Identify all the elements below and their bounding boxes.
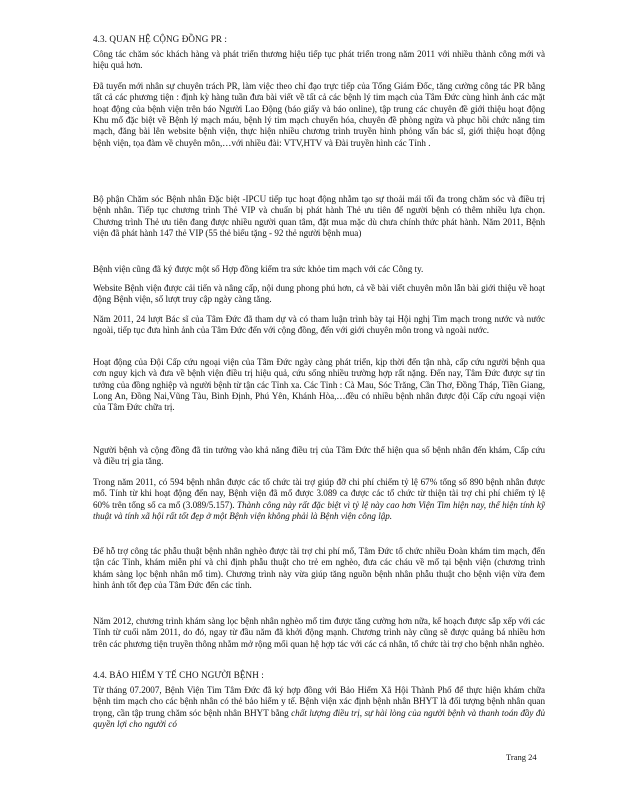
paragraph-italic-text: chất lượng điều trị, sự hài lòng của người bệnh và thanh toán đầy đủ quyền lợi cho người có	[93, 707, 545, 730]
paragraph-text: Từ tháng 07.2007, Bệnh Viện Tim Tâm Đức đã ký hợp đồng với Bảo Hiểm Xã Hội Thành Phố để thực hiện khám chữa bệnh tim mạch cho các bệnh nhân có thẻ bảo hiểm y tế. Bệnh viện xác định bệnh nhân BHYT là đối tượng bệnh nhân quan trọng, cần tập trung chăm sóc bệnh nhân BHYT bằng	[93, 685, 545, 718]
paragraph: Bộ phận Chăm sóc Bệnh nhân Đặc biệt -IPCU tiếp tục hoạt động nhằm tạo sự thoải mái tối đa trong chăm sóc và điều trị bệnh nhân. Tiếp tục chương trình Thẻ VIP và chuẩn bị phát hành Thẻ ưu tiên để người bệnh có thêm nhiều lựa chọn. Chương trình Thẻ ưu tiên đang được nhiều người quan tâm, đặt mua mặc dù chưa chính thức phát hành. Năm 2011, Bệnh viện đã phát hành 147 thẻ VIP (55 thẻ biếu tặng - 92 thẻ người bệnh mua)	[93, 194, 545, 239]
paragraph: Công tác chăm sóc khách hàng và phát triển thương hiệu tiếp tục phát triển trong năm 2011 với nhiều thành công mới và hiệu quả hơn.	[93, 49, 545, 71]
paragraph: Đã tuyển mới nhân sự chuyên trách PR, làm việc theo chỉ đạo trực tiếp của Tổng Giám Đốc, tăng cường công tác PR bằng tất cả các phương tiện : định kỳ hàng tuần đưa bài viết về tất cả các bệnh lý tim mạch của Tâm Đức cùng hình ảnh các mặt hoạt động của bệnh viện trên báo Người Lao Động (báo giấy và báo online), tập trung các chuyên đề giới thiệu hoạt động Khu mổ đặc biệt về Bệnh lý mạch máu, bệnh lý tim mạch chuyển hóa, chuyên đề phòng ngừa và phục hồi chức năng tim mạch, đăng bài lên website bệnh viện, thực hiện nhiều chương trình truyền hình phỏng vấn bác sĩ, giới thiệu hoạt động bệnh viện, tọa đàm về chuyên môn,…với nhiều đài: VTV,HTV và Đài truyền hình các Tỉnh .	[93, 81, 545, 148]
paragraph: Hoạt động của Đội Cấp cứu ngoại viện của Tâm Đức ngày càng phát triển, kịp thời đến tận nhà, cấp cứu người bệnh qua cơn nguy kịch và đưa về bệnh viện điều trị hiệu quả, cứu sống nhiều trường hợp rất nặng. Đến nay, Tâm Đức được sự tin tưởng của đồng nghiệp và người bệnh từ tận các Tỉnh xa. Các Tỉnh : Cà Mau, Sóc Trăng, Cần Thơ, Đồng Tháp, Tiền Giang, Long An, Đồng Nai,Vũng Tàu, Bình Định, Phú Yên, Khánh Hòa,…đều có nhiều bệnh nhân được đội Cấp cứu ngoại viện của Tâm Đức chữa trị.	[93, 357, 545, 413]
paragraph: Năm 2011, 24 lượt Bác sĩ của Tâm Đức đã tham dự và có tham luận trình bày tại Hội nghị Tim mạch trong nước và nước ngoài, tiếp tục đưa hình ảnh của Tâm Đức đến với cộng đồng, đến với giới chuyên môn trong và ngoài nước.	[93, 314, 545, 336]
paragraph: Người bệnh và cộng đồng đã tin tưởng vào khả năng điều trị của Tâm Đức thể hiện qua số bệnh nhân đến khám, Cấp cứu và điều trị gia tăng.	[93, 445, 545, 467]
section-heading-pr: 4.3. QUAN HỆ CỘNG ĐỒNG PR :	[93, 34, 228, 44]
paragraph-insurance	[93, 685, 545, 730]
section-heading-insurance: 4.4. BẢO HIỂM Y TẾ CHO NGƯỜI BỆNH :	[93, 670, 264, 680]
page-number: Trang 24	[506, 752, 537, 762]
paragraph-surgery-stats	[93, 477, 545, 522]
paragraph: Bệnh viện cũng đã ký được một số Hợp đồng kiểm tra sức khỏe tim mạch với các Công ty.	[93, 264, 424, 274]
paragraph-italic-text: Thành công này rất đặc biệt vì tỷ lệ này cao hơn Viện Tim hiện nay, thể hiện tính kỹ thuật và tính xã hội rất tốt đẹp ở một Bệnh viện không phải là Bệnh viện công lập.	[93, 499, 546, 522]
paragraph: Để hỗ trợ công tác phẫu thuật bệnh nhân nghèo được tài trợ chi phí mổ, Tâm Đức tổ chức nhiều Đoàn khám tim mạch, đến tận các Tỉnh, khám miễn phí và chỉ định phẫu thuật cho trẻ em nghèo, đưa các cháu về mổ tại bệnh viện (chương trình khám sàng lọc bệnh nhân mổ tim). Chương trình này vừa giúp tăng nguồn bệnh nhân phẫu thuật cho bệnh viện vừa đem hình ảnh tốt đẹp của Tâm Đức đến các tỉnh.	[93, 546, 545, 591]
paragraph: Website Bệnh viện được cải tiến và nâng cấp, nội dung phong phú hơn, cả về bài viết chuyên môn lẫn bài giới thiệu về hoạt động Bệnh viện, số lượt truy cập ngày càng tăng.	[93, 283, 545, 305]
paragraph: Năm 2012, chương trình khám sàng lọc bệnh nhân nghèo mổ tim được tăng cường hơn nữa, kế hoạch được sắp xếp với các Tỉnh từ cuối năm 2011, do đó, ngay từ đầu năm đã khởi động mạnh. Chương trình này cũng sẽ được quảng bá nhiều hơn trên các phương tiện truyền thông nhằm mở rộng mối quan hệ hợp tác với các cá nhân, tổ chức tài trợ cho bệnh nhân nghèo.	[93, 616, 545, 649]
paragraph-text: Trong năm 2011, có 594 bệnh nhân được các tổ chức tài trợ giúp đỡ chi phí chiếm tỷ lệ 67% tổng số 890 bệnh nhân được mổ. Tính từ khi hoạt động đến nay, Bệnh viện đã mổ được 3.089 ca được các tổ chức từ thiện tài trợ chi phí chiếm tỷ lệ 60% trên tổng số ca mổ (3.089/5.157).	[93, 477, 545, 510]
